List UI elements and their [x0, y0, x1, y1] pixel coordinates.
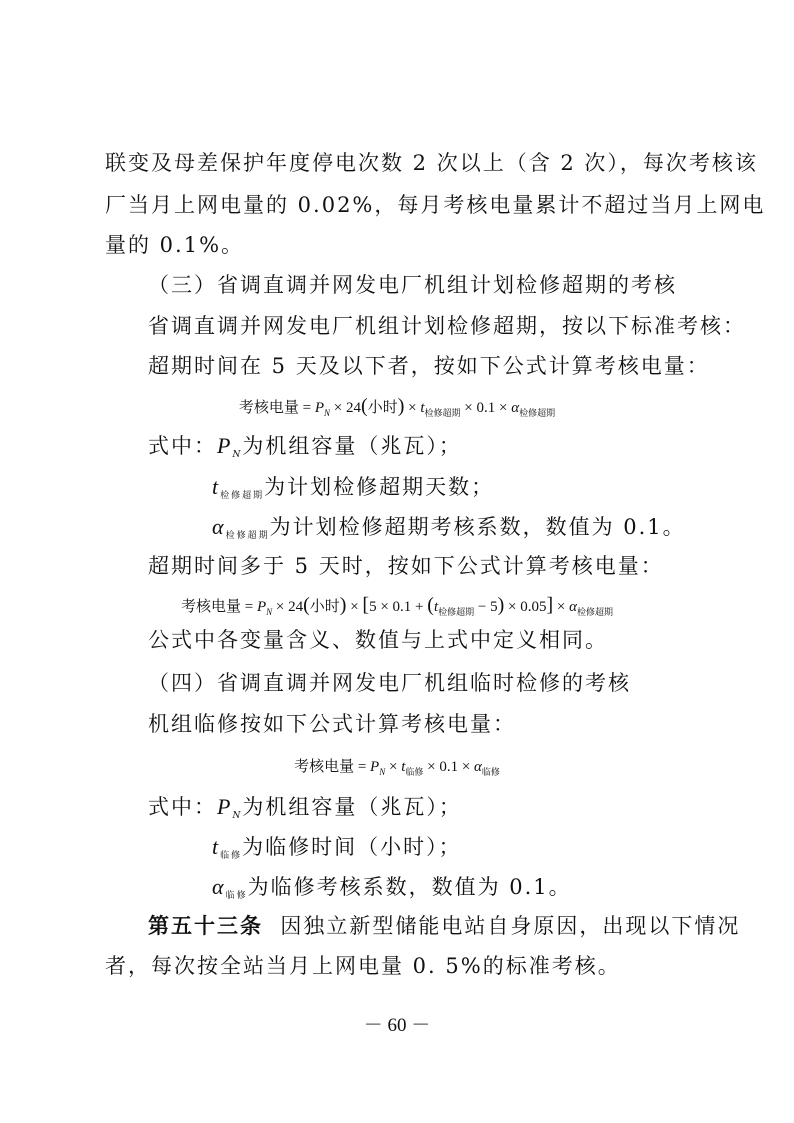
paragraph-line: 量的 0.1%。 — [105, 233, 245, 257]
var-alpha: α — [212, 514, 226, 539]
var-alpha: α — [212, 874, 226, 899]
definition-text: 为机组容量（兆瓦）； — [242, 795, 462, 819]
var-t: t — [212, 474, 221, 499]
page-number: － 60 － — [363, 1015, 431, 1036]
var-t: t — [212, 834, 221, 859]
definition-line — [148, 432, 462, 469]
definition-line — [212, 873, 572, 910]
formula-2: 考核电量 = $P_N \times 24$(小时) × $[5 \times 0.1 + (t_{检修超期} - 5) \times 0.05] \times \alpha_{检修超期}$ — [180, 594, 614, 617]
var-t: t — [420, 400, 425, 416]
article-title: 第五十三条 — [148, 913, 263, 938]
paragraph-line: 联变及母差保护年度停电次数 2 次以上（含 2 次），每次考核该 — [105, 151, 758, 175]
formula-term: − 5 — [474, 599, 498, 615]
sub: N — [379, 767, 386, 777]
sub: 临修 — [220, 851, 243, 861]
var-p: P — [370, 759, 380, 775]
sub: N — [232, 450, 243, 460]
formula-term: × 0.1 × — [460, 400, 512, 416]
var-t: t — [401, 759, 406, 775]
sub: N — [266, 607, 273, 617]
sub: 临修 — [405, 767, 424, 777]
paragraph-line: 公式中各变量含义、数值与上式中定义相同。 — [148, 628, 608, 652]
formula-op: × — [404, 400, 421, 416]
sub: 检修超期 — [424, 408, 461, 418]
paragraph-line: 省调直调并网发电厂机组计划检修超期，按以下标准考核： — [148, 314, 746, 338]
sub: 检修超期 — [577, 607, 614, 617]
var-alpha: α — [569, 599, 577, 615]
definition-text: 为临修时间（小时）； — [242, 835, 462, 859]
sub: 临修 — [225, 891, 248, 901]
formula-term: × 0.1 × — [423, 759, 475, 775]
definition-text: 为机组容量（兆瓦）； — [242, 434, 462, 458]
formula-1: 考核电量 = $P_N \times 24$(小时) × $t_{检修超期} \times 0.1 \times \alpha_{检修超期}$ — [238, 395, 556, 418]
definition-line — [212, 513, 686, 550]
formula-3 — [0, 757, 794, 782]
var-alpha: α — [511, 400, 520, 416]
formula-op: × — [385, 759, 402, 775]
formula-term: 5 × 0.1 + — [369, 599, 428, 615]
definition-line — [212, 833, 462, 870]
formula-lhs: 考核电量 = — [180, 599, 257, 615]
paragraph-line: 厂当月上网电量的 0.02%，每月考核电量累计不超过当月上网电 — [105, 193, 766, 217]
paragraph-line: 超期时间在 5 天及以下者，按如下公式计算考核电量： — [148, 354, 710, 378]
definition-prefix: 式中： — [148, 434, 217, 458]
formula-op: × — [553, 599, 570, 615]
definition-line — [212, 473, 494, 510]
formula-term: × 24 — [272, 599, 304, 615]
sub: 临修 — [481, 767, 500, 777]
var-p: P — [217, 794, 233, 819]
article-line: 者，每次按全站当月上网电量 0. 5%的标准考核。 — [105, 954, 621, 978]
var-t: t — [433, 599, 439, 615]
formula-term: × 0.05 — [504, 599, 547, 615]
paragraph-line: 超期时间多于 5 天时，按如下公式计算考核电量： — [148, 554, 664, 578]
formula-term: 小时 — [367, 400, 398, 416]
sub: N — [324, 408, 331, 418]
sub: 检修超期 — [438, 607, 475, 617]
sub: 检修超期 — [519, 408, 556, 418]
definition-text: 为计划检修超期天数； — [264, 475, 495, 499]
definition-text: 为计划检修超期考核系数，数值为 0.1。 — [269, 515, 686, 539]
article-line — [148, 912, 740, 940]
paragraph-line: 机组临修按如下公式计算考核电量： — [148, 712, 516, 736]
var-p: P — [217, 433, 233, 458]
formula-lhs: 考核电量 = — [238, 400, 315, 416]
sub: 检修超期 — [225, 531, 270, 541]
sub: 检修超期 — [220, 491, 265, 501]
section-heading-3: （三）省调直调并网发电厂机组计划检修超期的考核 — [148, 273, 677, 297]
var-alpha: α — [474, 759, 482, 775]
definition-line — [148, 793, 462, 830]
definition-text: 为临修考核系数，数值为 0.1。 — [247, 875, 572, 899]
var-p: P — [256, 599, 267, 615]
var-p: P — [314, 400, 325, 416]
definition-prefix: 式中： — [148, 795, 217, 819]
formula-op: × — [346, 599, 363, 615]
formula-lhs: 考核电量 = — [294, 759, 371, 775]
article-text: 因独立新型储能电站自身原因，出现以下情况 — [280, 914, 741, 938]
sub: N — [232, 811, 243, 821]
formula-term: × 24 — [330, 400, 362, 416]
section-heading-4: （四）省调直调并网发电厂机组临时检修的考核 — [148, 671, 631, 695]
formula-term: 小时 — [309, 599, 340, 615]
